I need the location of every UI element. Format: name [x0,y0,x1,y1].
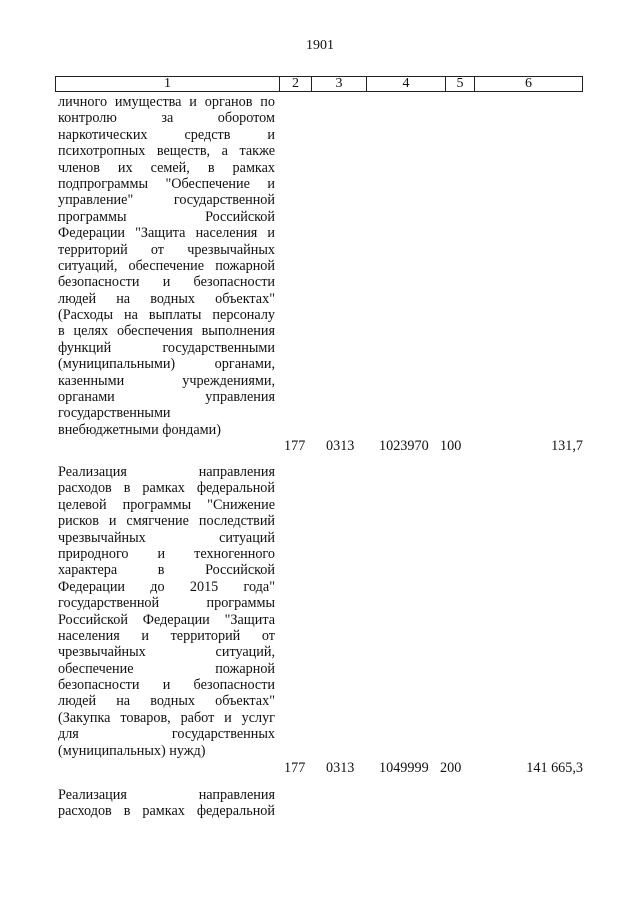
description-line: для государственных [58,726,275,743]
section-code: 0313 [326,438,355,454]
chapter-code: 177 [284,760,306,776]
description-line: безопасности и безопасности [58,677,275,694]
description-line: людей на водных объектах" [58,693,275,710]
description-line: государственными [58,405,171,422]
description-line: психотропных веществ, а также [58,143,275,160]
description-line: в целях обеспечения выполнения [58,323,275,340]
page-number: 1901 [306,38,334,53]
chapter-code: 177 [284,438,306,454]
description-line: ситуаций, обеспечение пожарной [58,257,275,274]
header-col-2: 2 [280,77,312,91]
description-line: Федерации "Защита населения и [58,225,275,242]
header-col-3: 3 [312,77,367,91]
description-line: Федерации до 2015 года" [58,578,275,595]
target-article-code: 1049999 [379,760,429,776]
table-row [58,464,586,776]
description-line: рисков и смягчение последствий [58,513,275,530]
description-line: территорий от чрезвычайных [58,241,275,258]
section-code: 0313 [326,760,355,776]
expense-type-code: 200 [440,760,462,776]
description-line: Российской Федерации "Защита [58,611,275,628]
description-line: личного имущества и органов по [58,94,275,110]
description-line: целевой программы "Снижение [58,496,275,513]
description-line: государственной программы [58,595,275,612]
description-line: (муниципальными) органами, [58,356,275,373]
header-col-4: 4 [367,77,446,91]
description-line: контролю за оборотом [58,110,275,127]
description-line: безопасности и безопасности [58,274,275,291]
description-line: функций государственными [58,339,275,356]
description-line: (Закупка товаров, работ и услуг [58,709,275,726]
description-line: (муниципальных) нужд) [58,742,206,759]
table-row [58,94,586,454]
description-line: наркотических средств и [58,126,275,143]
table-row [58,787,586,820]
description-line: людей на водных объектах" [58,290,275,307]
description-line: населения и территорий от [58,627,275,644]
amount: 131,7 [551,438,583,454]
description-line: казенными учреждениями, [58,372,275,389]
description-line: природного и техногенного [58,545,275,562]
description-line: обеспечение пожарной [58,660,275,677]
description-line: органами управления [58,389,275,406]
row-description [58,787,275,820]
target-article-code: 1023970 [379,438,429,454]
description-line: расходов в рамках федеральной [58,480,275,497]
description-line: Реализация направления [58,787,275,803]
description-line: характера в Российской [58,562,275,579]
row-description [58,464,275,759]
description-line: программы Российской [58,208,275,225]
header-col-5: 5 [446,77,475,91]
description-line: членов их семей, в рамках [58,159,275,176]
description-line: управление" государственной [58,192,275,209]
description-line: (Расходы на выплаты персоналу [58,307,275,324]
description-line: чрезвычайных ситуаций [58,529,275,546]
table-header-row [55,76,583,92]
description-line: внебюджетными фондами) [58,421,221,438]
description-line: расходов в рамках федеральной [58,803,275,820]
expense-type-code: 100 [440,438,462,454]
description-line: чрезвычайных ситуаций, [58,644,275,661]
header-col-6: 6 [525,76,532,91]
description-line: подпрограммы "Обеспечение и [58,175,275,192]
row-description [58,94,275,438]
description-line: Реализация направления [58,464,275,480]
amount: 141 665,3 [526,760,583,776]
header-col-1: 1 [56,77,280,91]
